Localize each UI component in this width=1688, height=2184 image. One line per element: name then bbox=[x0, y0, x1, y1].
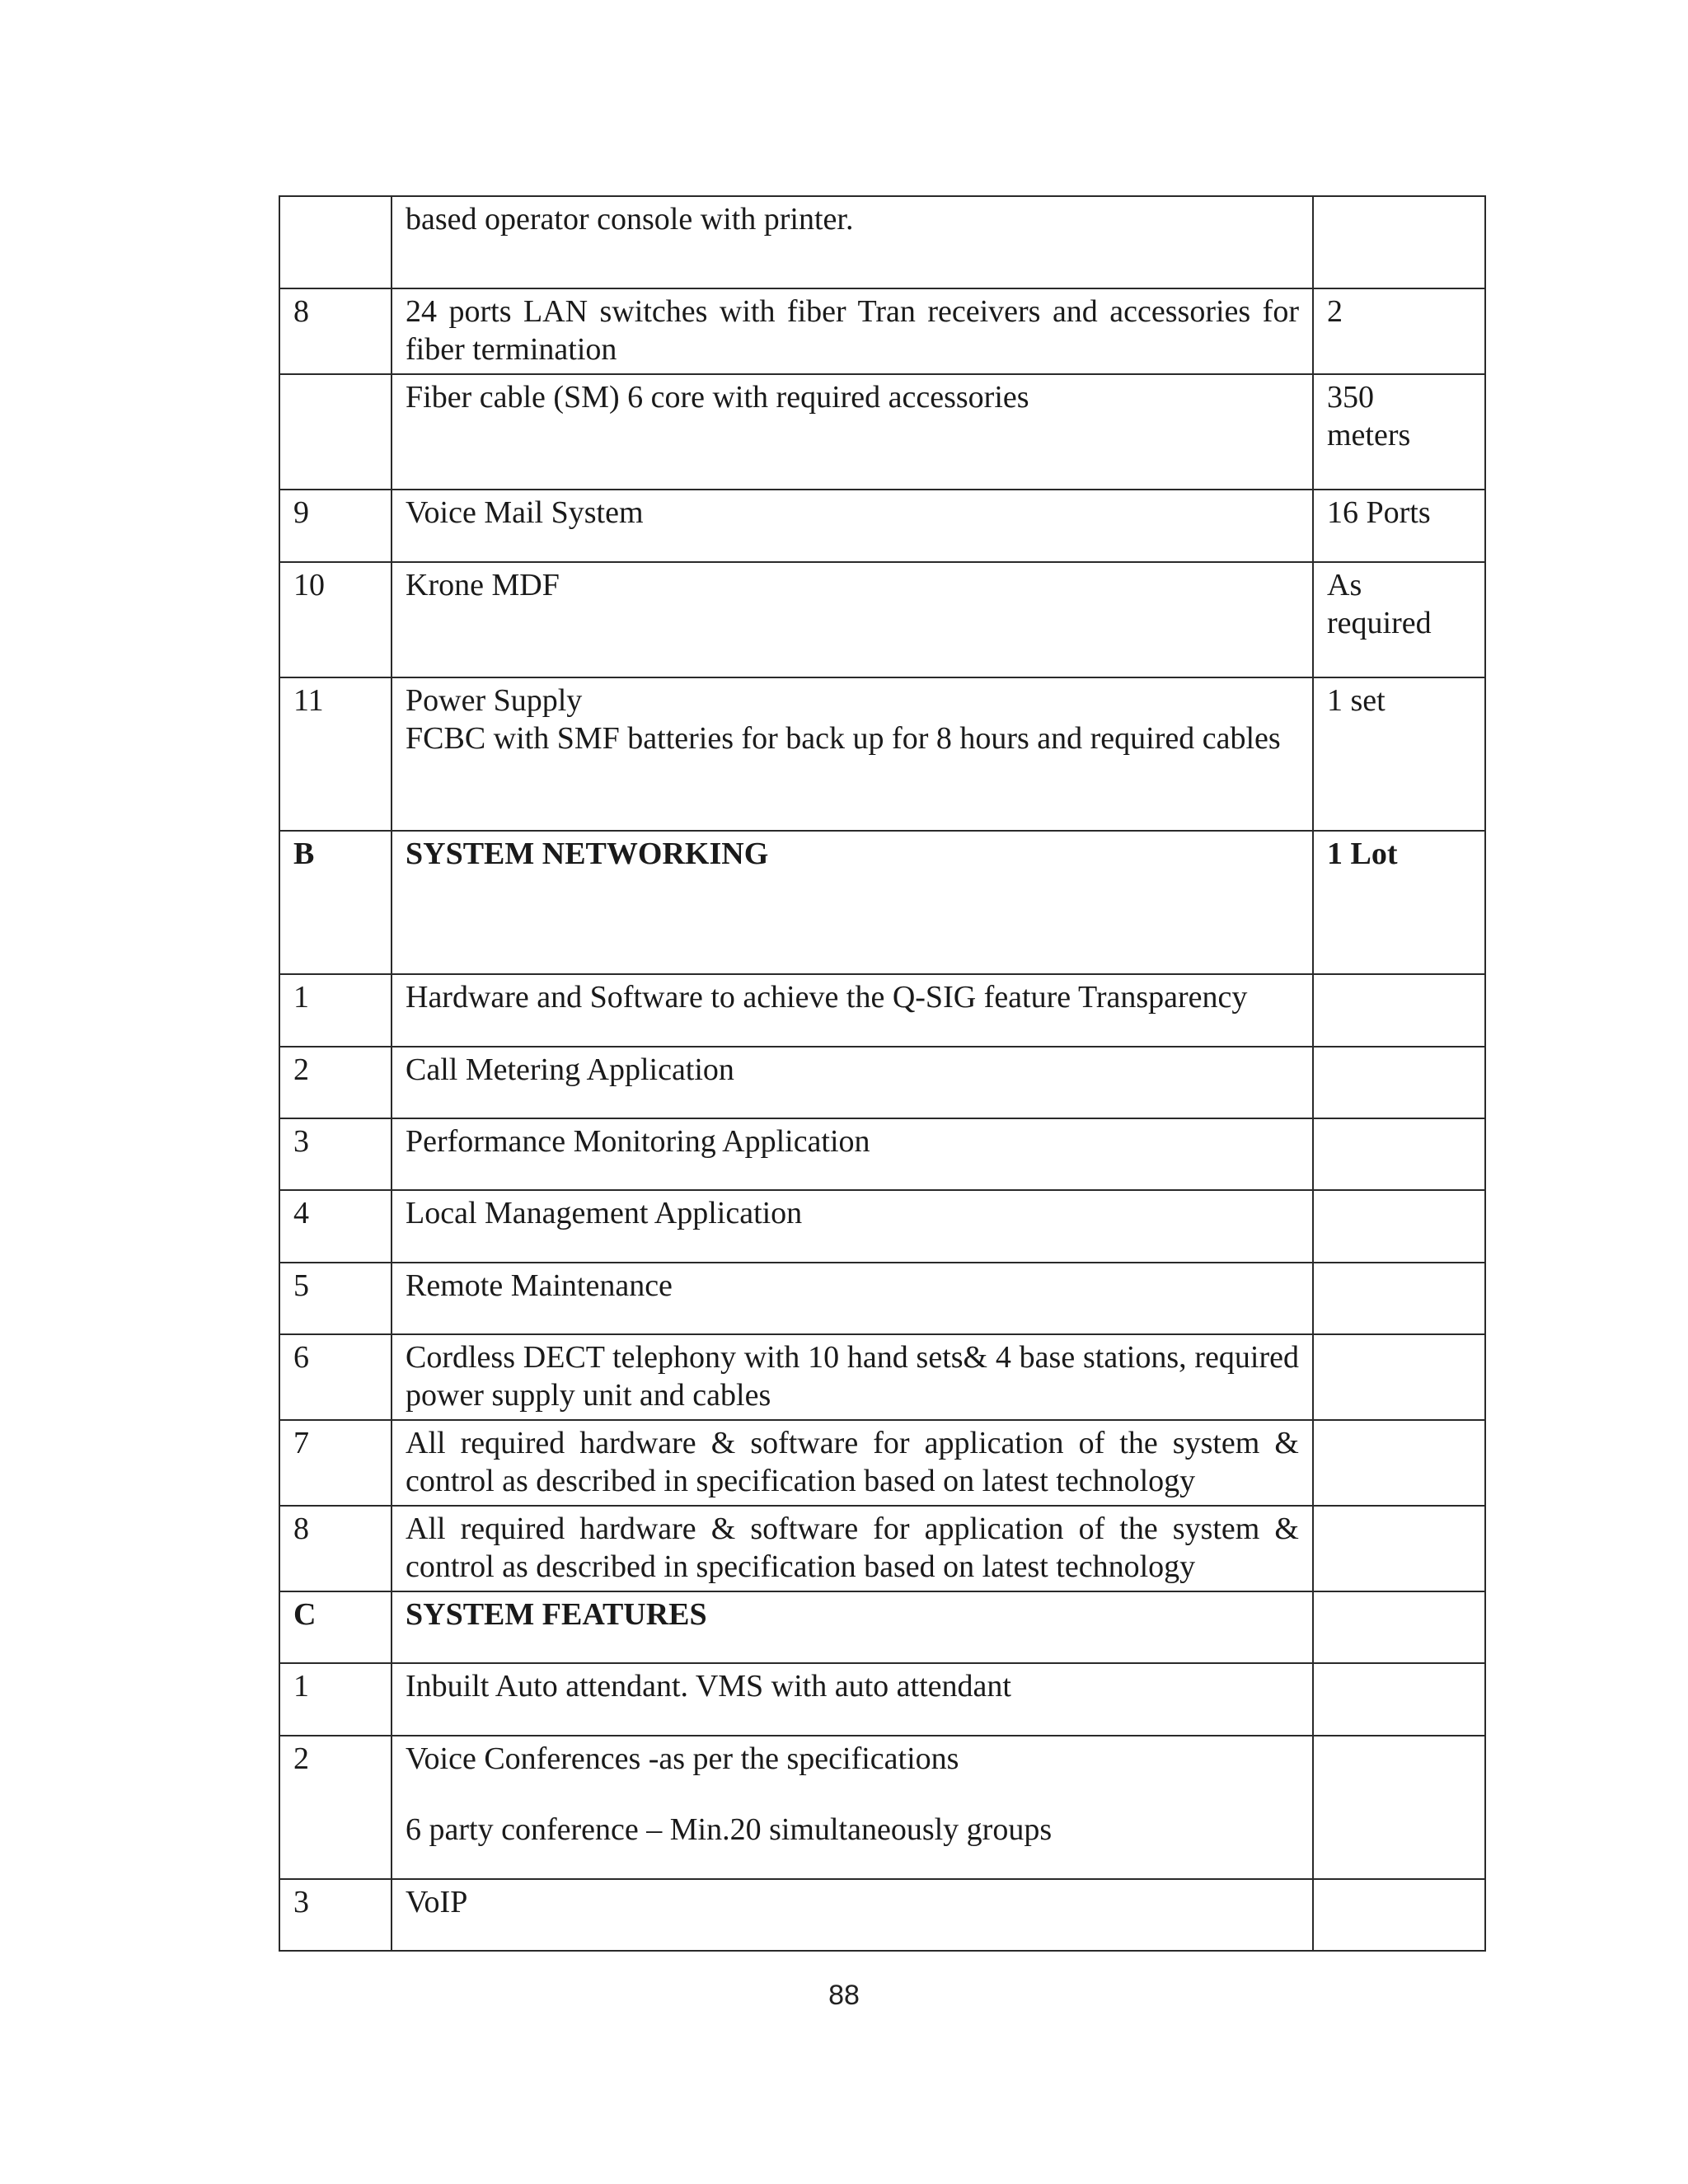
description-cell bbox=[392, 1420, 1313, 1506]
item-number-cell: 2 bbox=[279, 1047, 392, 1118]
quantity-cell bbox=[1313, 1118, 1485, 1190]
quantity-cell bbox=[1313, 1190, 1485, 1263]
quantity-cell bbox=[1313, 1506, 1485, 1591]
description-text: All required hardware & software for application of the system & control as described in specification based on latest technology bbox=[406, 1426, 1299, 1498]
item-number-cell: 8 bbox=[279, 288, 392, 374]
item-number-cell: 8 bbox=[279, 1506, 392, 1591]
description-text: Call Metering Application bbox=[406, 1052, 734, 1087]
description-cell bbox=[392, 974, 1313, 1047]
description-text: Krone MDF bbox=[406, 568, 560, 602]
table-row bbox=[279, 1334, 1485, 1420]
description-cell bbox=[392, 1879, 1313, 1951]
description-text: Performance Monitoring Application bbox=[406, 1124, 870, 1159]
description-cell bbox=[392, 677, 1313, 831]
table-row bbox=[279, 1420, 1485, 1506]
description-cell bbox=[392, 1591, 1313, 1663]
table-row bbox=[279, 1736, 1485, 1879]
description-text: SYSTEM NETWORKING bbox=[406, 837, 769, 871]
quantity-cell bbox=[1313, 490, 1485, 562]
quantity-cell bbox=[1313, 1591, 1485, 1663]
description-cell bbox=[392, 1118, 1313, 1190]
description-cell bbox=[392, 1047, 1313, 1118]
description-text: Fiber cable (SM) 6 core with required accessories bbox=[406, 380, 1029, 415]
description-text: 6 party conference – Min.20 simultaneously groups bbox=[406, 1812, 1053, 1847]
item-number-cell: 9 bbox=[279, 490, 392, 562]
quantity-text: 1 set bbox=[1327, 683, 1386, 718]
equipment-table-body bbox=[279, 196, 1485, 1951]
description-cell bbox=[392, 562, 1313, 677]
quantity-cell bbox=[1313, 831, 1485, 974]
description-text: SYSTEM FEATURES bbox=[406, 1597, 707, 1632]
item-number-cell: 1 bbox=[279, 1663, 392, 1736]
quantity-cell bbox=[1313, 1420, 1485, 1506]
table-row bbox=[279, 1663, 1485, 1736]
table-row bbox=[279, 1118, 1485, 1190]
item-number-cell bbox=[279, 196, 392, 288]
quantity-cell bbox=[1313, 196, 1485, 288]
quantity-cell bbox=[1313, 1047, 1485, 1118]
quantity-cell bbox=[1313, 1879, 1485, 1951]
page-number: 88 bbox=[828, 1980, 860, 2011]
quantity-text: 2 bbox=[1327, 294, 1343, 329]
item-number-cell: 4 bbox=[279, 1190, 392, 1263]
description-text: Remote Maintenance bbox=[406, 1268, 673, 1303]
equipment-table bbox=[279, 195, 1486, 1952]
description-cell bbox=[392, 1334, 1313, 1420]
quantity-text: As bbox=[1327, 568, 1362, 602]
quantity-text: 350 bbox=[1327, 380, 1374, 415]
table-row bbox=[279, 677, 1485, 831]
item-number-cell bbox=[279, 374, 392, 490]
description-cell bbox=[392, 1263, 1313, 1334]
description-text: 24 ports LAN switches with fiber Tran receivers and accessories for fiber termination bbox=[406, 294, 1299, 367]
table-row bbox=[279, 1879, 1485, 1951]
quantity-cell bbox=[1313, 1663, 1485, 1736]
item-number-cell: 3 bbox=[279, 1879, 392, 1951]
description-text: Voice Mail System bbox=[406, 495, 644, 530]
quantity-cell bbox=[1313, 1736, 1485, 1879]
table-row bbox=[279, 196, 1485, 288]
description-text: Hardware and Software to achieve the Q-SIG feature Transparency bbox=[406, 980, 1248, 1015]
description-cell bbox=[392, 490, 1313, 562]
description-cell bbox=[392, 374, 1313, 490]
table-row bbox=[279, 1263, 1485, 1334]
description-text: All required hardware & software for application of the system & control as described in specification based on latest technology bbox=[406, 1511, 1299, 1584]
item-number-cell: B bbox=[279, 831, 392, 974]
item-number-cell: 6 bbox=[279, 1334, 392, 1420]
description-cell bbox=[392, 1663, 1313, 1736]
table-row bbox=[279, 1591, 1485, 1663]
description-cell bbox=[392, 831, 1313, 974]
quantity-text: 1 Lot bbox=[1327, 837, 1398, 871]
item-number-cell: 10 bbox=[279, 562, 392, 677]
table-row bbox=[279, 1506, 1485, 1591]
description-cell bbox=[392, 1506, 1313, 1591]
item-number-cell: 3 bbox=[279, 1118, 392, 1190]
table-row bbox=[279, 562, 1485, 677]
item-number-cell: 1 bbox=[279, 974, 392, 1047]
table-row bbox=[279, 1047, 1485, 1118]
quantity-cell bbox=[1313, 374, 1485, 490]
description-text: VoIP bbox=[406, 1885, 468, 1919]
description-spacer bbox=[406, 1778, 1299, 1811]
description-text: Power Supply bbox=[406, 683, 583, 718]
quantity-text: meters bbox=[1327, 418, 1411, 452]
description-text: based operator console with printer. bbox=[406, 202, 854, 237]
description-cell bbox=[392, 1736, 1313, 1879]
item-number-cell: 5 bbox=[279, 1263, 392, 1334]
quantity-text: required bbox=[1327, 606, 1432, 640]
quantity-cell bbox=[1313, 677, 1485, 831]
table-row bbox=[279, 831, 1485, 974]
item-number-cell: 2 bbox=[279, 1736, 392, 1879]
table-row bbox=[279, 374, 1485, 490]
table-row bbox=[279, 490, 1485, 562]
quantity-text: 16 Ports bbox=[1327, 495, 1431, 530]
item-number-cell: 7 bbox=[279, 1420, 392, 1506]
description-text: FCBC with SMF batteries for back up for 8 hours and required cables bbox=[406, 721, 1281, 756]
item-number-cell: 11 bbox=[279, 677, 392, 831]
table-row bbox=[279, 288, 1485, 374]
quantity-cell bbox=[1313, 1334, 1485, 1420]
quantity-cell bbox=[1313, 288, 1485, 374]
description-cell bbox=[392, 196, 1313, 288]
description-text: Voice Conferences -as per the specifications bbox=[406, 1741, 959, 1776]
description-text: Local Management Application bbox=[406, 1196, 803, 1230]
description-text: Cordless DECT telephony with 10 hand sets& 4 base stations, required power supply unit and cables bbox=[406, 1340, 1299, 1413]
quantity-cell bbox=[1313, 974, 1485, 1047]
table-row bbox=[279, 1190, 1485, 1263]
quantity-cell bbox=[1313, 562, 1485, 677]
table-row bbox=[279, 974, 1485, 1047]
item-number-cell: C bbox=[279, 1591, 392, 1663]
description-cell bbox=[392, 1190, 1313, 1263]
description-cell bbox=[392, 288, 1313, 374]
description-text: Inbuilt Auto attendant. VMS with auto attendant bbox=[406, 1669, 1011, 1704]
quantity-cell bbox=[1313, 1263, 1485, 1334]
